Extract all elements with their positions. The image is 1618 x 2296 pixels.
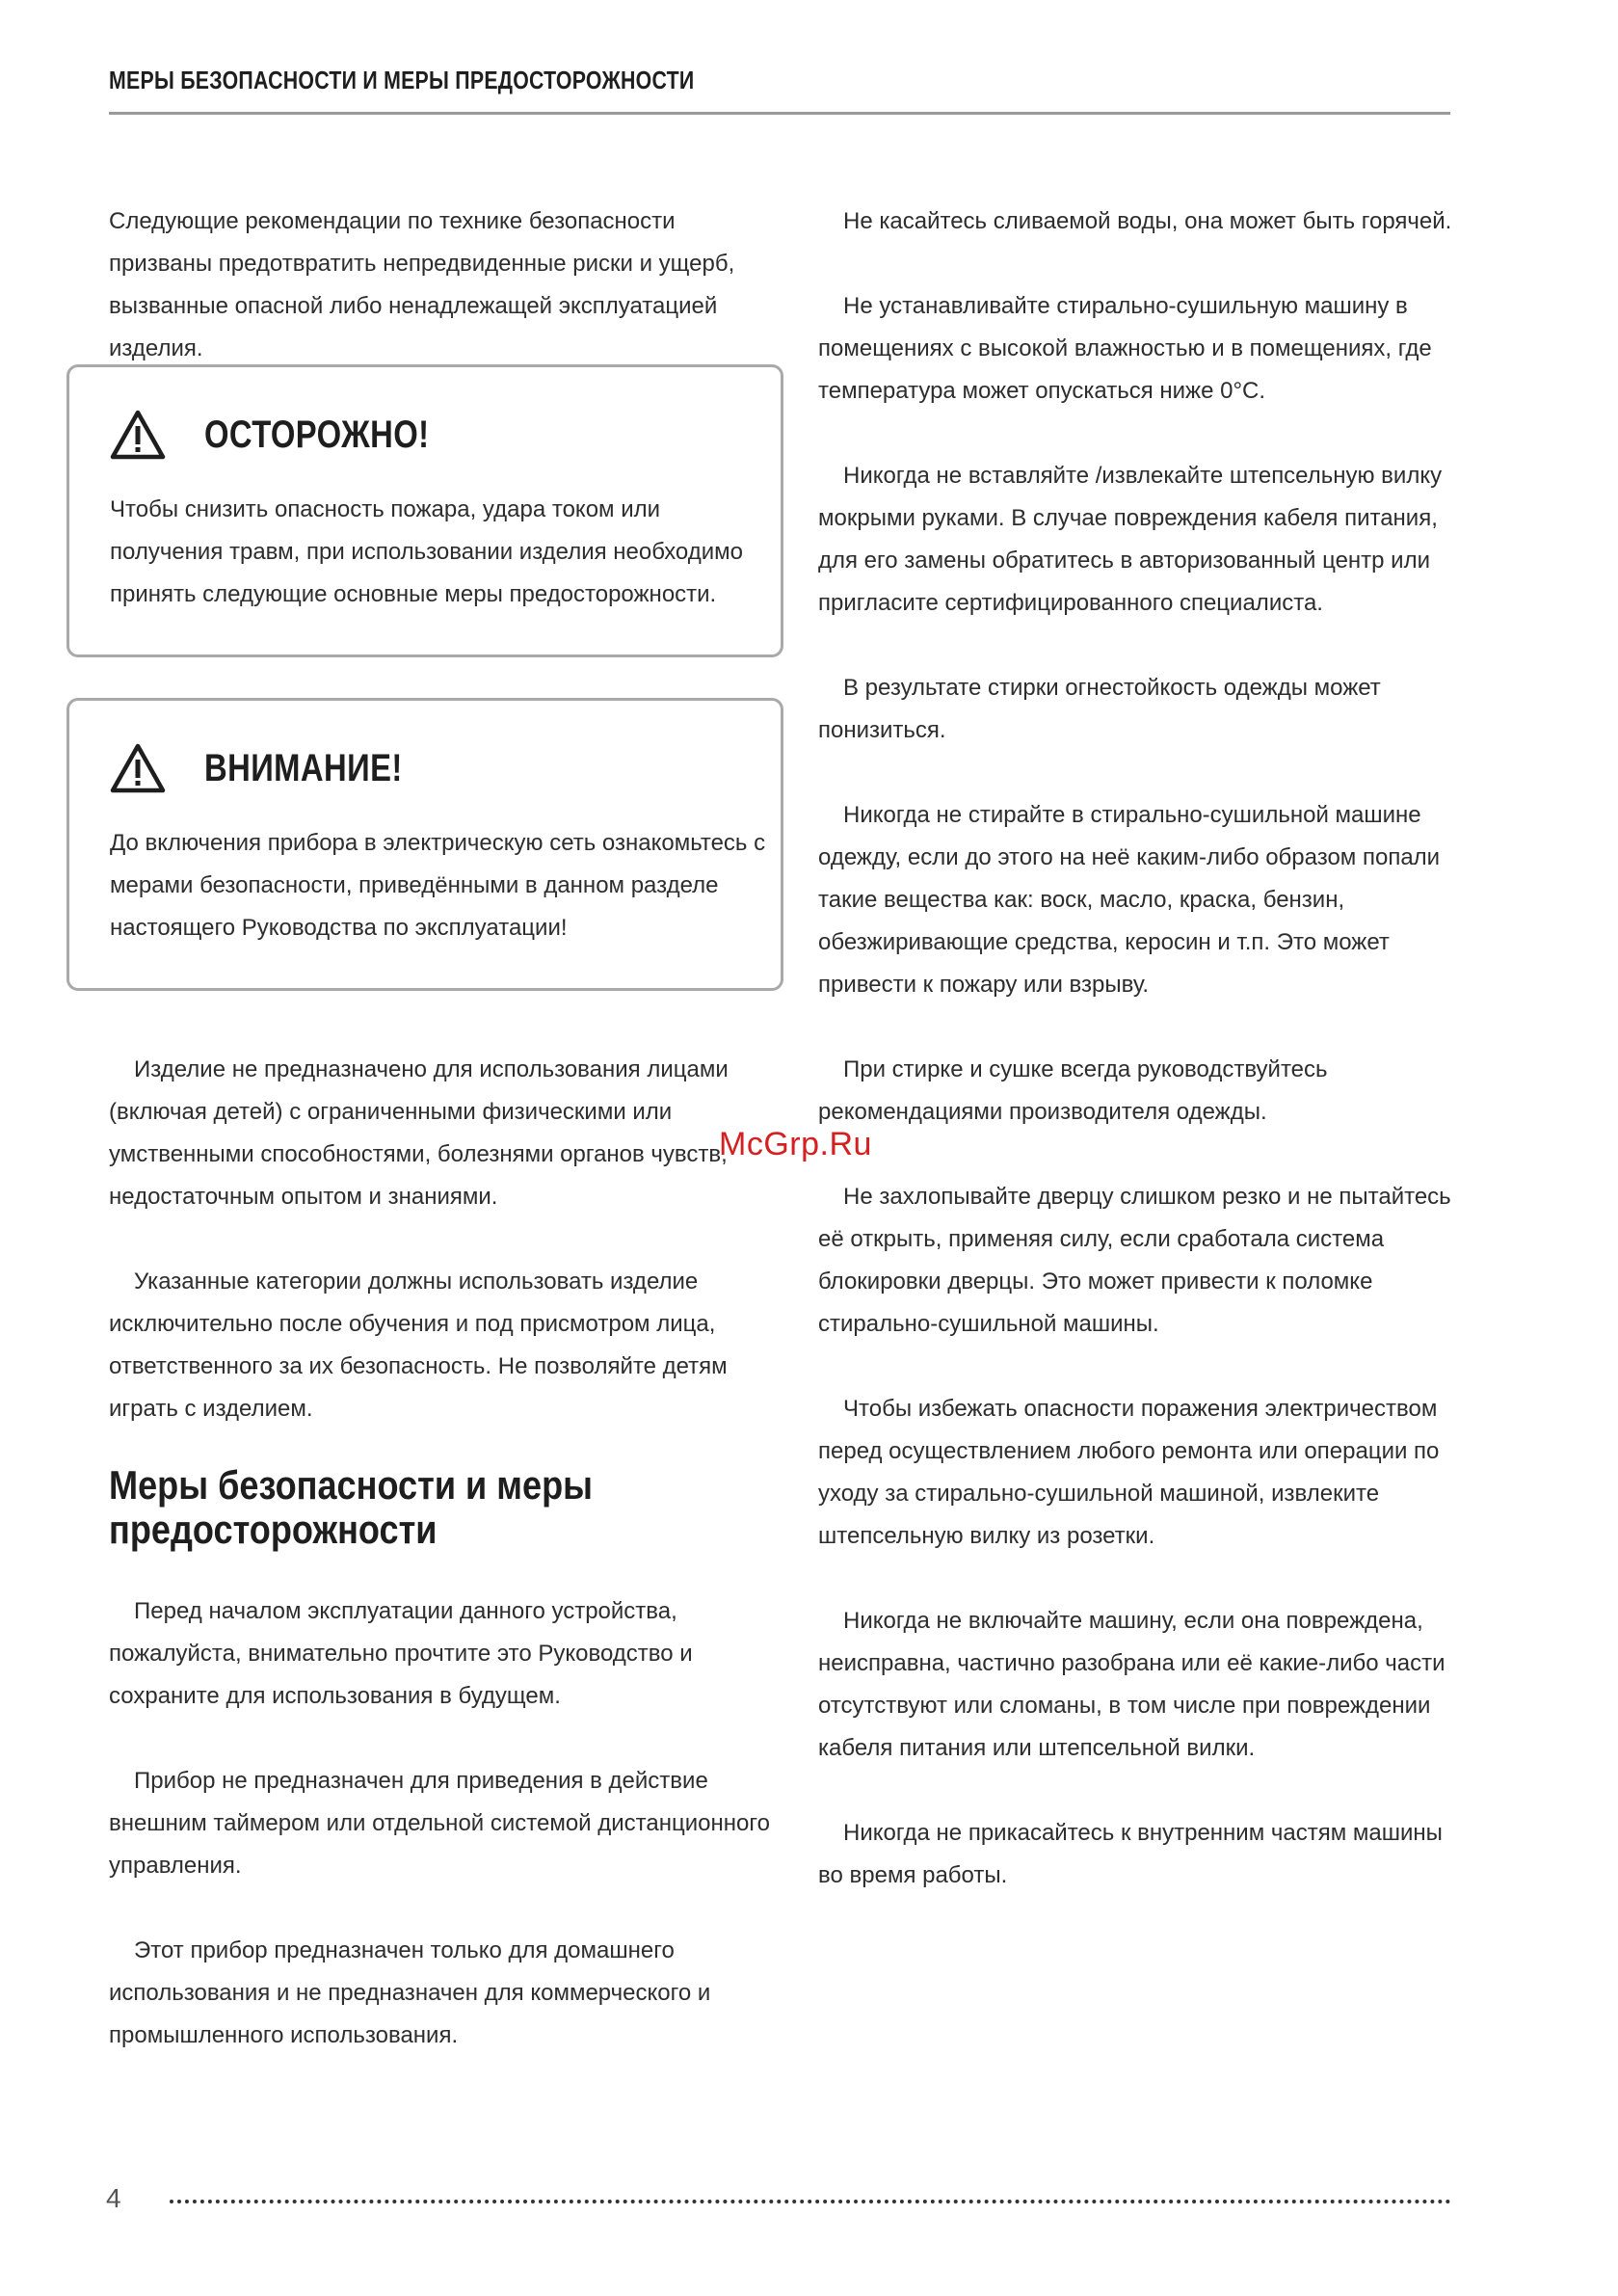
warning-triangle-icon: [110, 410, 166, 460]
section-heading: Меры безопасности и меры предосторожности: [109, 1462, 594, 1552]
paragraph-supervision: Указанные категории должны использовать изделие исключительно после обучения и под присмотром лица, ответственного за их безопасность. Не позволяйте детям играть с изделием.: [109, 1268, 728, 1422]
caution-body: [110, 489, 775, 616]
paragraph-unplug: Чтобы избежать опасности поражения электричеством перед осуществлением любого ремонта или операции по уходу за стирально-сушильной машиной, извлеките штепсельную вилку из розетки.: [818, 1396, 1440, 1549]
warning-triangle-icon: [110, 743, 166, 793]
paragraph-read-manual: Перед началом эксплуатации данного устройства, пожалуйста, внимательно прочтите это Руководство и сохраните для использования в будущем.: [109, 1598, 693, 1709]
right-column: [818, 200, 1473, 1897]
caution-text: Чтобы снизить опасность пожара, удара током или получения травм, при использовании изделия необходимо принять следующие основные меры предосторожности.: [110, 496, 744, 607]
paragraph-flammable: Никогда не стирайте в стирально-сушильной машине одежду, если до этого на неё каким-либо образом попали такие вещества как: воск, масло, краска, бензин, обезжиривающие средства, керосин и т.п. Это может привести к пожару или взрыву.: [818, 802, 1441, 998]
left-paragraphs: [109, 1049, 783, 1430]
page-number: 4: [106, 2183, 121, 2213]
paragraph-restrictions: Изделие не предназначено для использования лицами (включая детей) с ограниченными физическими или умственными способностями, болезнями органов чувств, недостаточным опытом и знаниями.: [109, 1056, 729, 1210]
paragraph-hot-water: Не касайтесь сливаемой воды, она может быть горячей.: [843, 208, 1452, 234]
paragraph-door: Не захлопывайте дверцу слишком резко и не пытайтесь её открыть, применяя силу, если сработала система блокировки дверцы. Это может привести к поломке стирально-сушильной машины.: [818, 1184, 1451, 1337]
page-header-title: МЕРЫ БЕЗОПАСНОСТИ И МЕРЫ ПРЕДОСТОРОЖНОСТИ: [109, 66, 695, 94]
paragraph-manufacturer: При стирке и сушке всегда руководствуйтесь рекомендациями производителя одежды.: [818, 1056, 1328, 1125]
paragraph-timer: Прибор не предназначен для приведения в действие внешним таймером или отдельной системой дистанционного управления.: [109, 1768, 770, 1879]
paragraph-wet-hands: Никогда не вставляйте /извлекайте штепсельную вилку мокрыми руками. В случае повреждения кабеля питания, для его замены обратитесь в авторизованный центр или пригласите сертифицированного специалиста.: [818, 463, 1443, 616]
caution-header: [110, 406, 479, 464]
attention-notice: [66, 698, 783, 991]
watermark-link[interactable]: McGrp.Ru: [719, 1126, 872, 1162]
caution-title: ОСТОРОЖНО!: [204, 413, 430, 456]
paragraph-damaged: Никогда не включайте машину, если она повреждена, неисправна, частично разобрана или её какие-либо части отсутствуют или сломаны, в том числе при повреждении кабеля питания или штепсельной вилки.: [818, 1608, 1446, 1761]
paragraph-internal-parts: Никогда не прикасайтесь к внутренним частям машины во время работы.: [818, 1820, 1443, 1888]
caution-notice: [66, 364, 783, 657]
intro-paragraph: Следующие рекомендации по технике безопасности призваны предотвратить непредвиденные риски и ущерб, вызванные опасной либо ненадлежащей эксплуатацией изделия.: [109, 208, 735, 361]
attention-title: ВНИМАНИЕ!: [204, 746, 403, 789]
attention-header: [110, 739, 446, 797]
header-rule: [109, 112, 1450, 115]
attention-body: [110, 822, 775, 949]
attention-text: До включения прибора в электрическую сеть ознакомьтесь с мерами безопасности, приведёнными в данном разделе настоящего Руководства по эксплуатации!: [110, 830, 766, 941]
section-paragraphs: [109, 1590, 783, 2057]
paragraph-humidity: Не устанавливайте стирально-сушильную машину в помещениях с высокой влажностью и в помещениях, где температура может опускаться ниже 0°С.: [818, 293, 1432, 404]
paragraph-fire-resistance: В результате стирки огнестойкость одежды может понизиться.: [818, 675, 1381, 743]
paragraph-domestic-use: Этот прибор предназначен только для домашнего использования и не предназначен для коммерческого и промышленного использования.: [109, 1937, 711, 2048]
intro-block: [109, 200, 783, 370]
footer-dotted-rule: [170, 2200, 1451, 2203]
